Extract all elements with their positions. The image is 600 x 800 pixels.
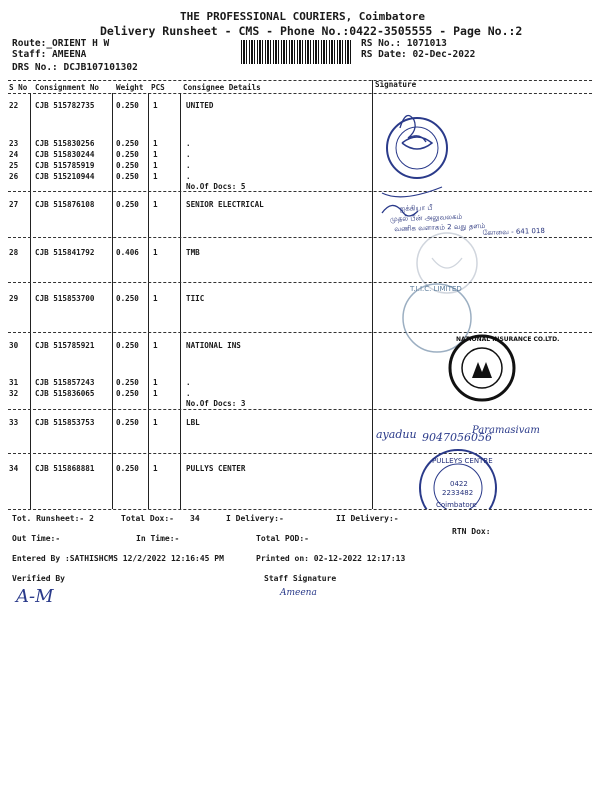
col-separator [30,93,31,509]
row-weight: 0.250 [116,418,139,427]
pullys-stamp-phone: 0422 [450,480,468,488]
col-weight: Weight [116,83,144,92]
row-weight: 0.250 [116,200,139,209]
row-consignment: CJB 515857243 [35,378,95,387]
row-details: NATIONAL INS [186,341,241,350]
company-title: THE PROFESSIONAL COURIERS, Coimbatore [180,10,426,23]
row-details: . [186,150,191,159]
row-sno: 28 [9,248,19,257]
row-details: SENIOR ELECTRICAL [186,200,264,209]
faint-stamp-icon [417,233,477,293]
col-pcs: PCS [151,83,165,92]
drs-label: DRS No.: DCJB107101302 [12,62,138,73]
rs-date: RS Date: 02-Dec-2022 [361,49,476,60]
staff-label: Staff: AMEENA [12,49,87,60]
row-consignment: CJB 515876108 [35,200,95,209]
route-label: Route:_ORIENT H W [12,38,110,49]
row-consignment: CJB 515841792 [35,248,95,257]
verified-by: Verified By [12,574,65,583]
row-weight: 0.250 [116,172,139,181]
row-details: . [186,378,191,387]
pullys-stamp-phone: 2233482 [442,489,474,497]
row-pcs: 1 [153,418,158,427]
col-separator [148,93,149,509]
row-sno: 32 [9,389,19,398]
stamp-text-line: முதல் பீன் அலுவலகம் [389,212,463,224]
total-runsheet: Tot. Runsheet:- 2 [12,514,94,523]
row-consignment: CJB 515785919 [35,161,95,170]
in-time: In Time:- [136,534,180,543]
row-sno: 23 [9,139,19,148]
national-insurance-stamp-icon [450,336,559,400]
col-separator [180,93,181,509]
stamp-text-line: கோவை - 641 018 [482,226,545,237]
col-separator [112,93,113,509]
staff-signature-label: Staff Signature [264,574,337,583]
national-ins-stamp-text: NATIONAL INSURANCE CO.LTD. [456,336,560,343]
round-stamp-icon [387,118,447,178]
total-pod: Total POD:- [256,534,309,543]
tiic-stamp-text: T.I.I.C. LIMITED [410,285,462,293]
row-pcs: 1 [153,150,158,159]
runsheet-title: Delivery Runsheet - CMS - Phone No.:0422-3505555 - Page No.:2 [100,24,523,38]
row-sno: 33 [9,418,19,427]
header-top-rule [8,80,592,81]
handwritten-phone: 9047056056 [422,431,492,444]
row-consignment: CJB 515830244 [35,150,95,159]
row-details: . [186,161,191,170]
handwritten-name: Paramasivam [472,425,540,436]
row-sno: 22 [9,101,19,110]
signature-stamps-area [372,93,592,509]
col-sno: S No [9,83,28,92]
row-weight: 0.250 [116,341,139,350]
row-weight: 0.250 [116,139,139,148]
row-pcs: 1 [153,294,158,303]
row-details: TIIC [186,294,205,303]
row-consignment: CJB 515210944 [35,172,95,181]
row-details: TMB [186,248,200,257]
row-weight: 0.406 [116,248,139,257]
row-sno: 27 [9,200,19,209]
rtn-dox: RTN Dox: [452,527,491,536]
row-pcs: 1 [153,378,158,387]
col-signature: Signature [375,80,417,89]
entered-by: Entered By :SATHISHCMS 12/2/2022 12:16:45 PM [12,554,224,563]
total-dox-label: Total Dox:- [121,514,174,523]
pullys-stamp-name: PULLEYS CENTRE [432,457,493,465]
row-weight: 0.250 [116,464,139,473]
row-pcs: 1 [153,248,158,257]
barcode-image [241,40,351,64]
total-dox-value: 34 [190,514,200,523]
col-consignee: Consignee Details [183,83,261,92]
row-sno: 26 [9,172,19,181]
no-of-docs: No.Of Docs: 3 [186,399,246,408]
row-consignment: CJB 515868881 [35,464,95,473]
pullys-stamp-icon [420,450,496,509]
printed-on: Printed on: 02-12-2022 12:17:13 [256,554,406,563]
row-consignment: CJB 515830256 [35,139,95,148]
row-consignment: CJB 515782735 [35,101,95,110]
staff-signature: Ameena [280,588,317,598]
row-weight: 0.250 [116,101,139,110]
stamp-text-line: வணிக வளாகம் 2 வது தளம் [394,221,486,234]
out-time: Out Time:- [12,534,61,543]
row-rule [8,509,592,510]
row-details: . [186,139,191,148]
i-delivery: I Delivery:- [226,514,284,523]
row-weight: 0.250 [116,150,139,159]
row-details: LBL [186,418,200,427]
col-consignment: Consignment No [35,83,100,92]
row-weight: 0.250 [116,378,139,387]
row-weight: 0.250 [116,389,139,398]
row-weight: 0.250 [116,294,139,303]
row-pcs: 1 [153,200,158,209]
row-weight: 0.250 [116,161,139,170]
verified-signature: A-M [16,586,54,607]
row-pcs: 1 [153,172,158,181]
row-sno: 24 [9,150,19,159]
row-consignment: CJB 515853753 [35,418,95,427]
row-pcs: 1 [153,161,158,170]
row-details: . [186,172,191,181]
signature-scribble [382,187,442,197]
row-details: . [186,389,191,398]
row-details: PULLYS CENTER [186,464,246,473]
company-stamp-icon [389,200,544,240]
row-sno: 34 [9,464,19,473]
ii-delivery: II Delivery:- [336,514,399,523]
handwritten-name: ayaduu [376,428,417,441]
row-pcs: 1 [153,341,158,350]
row-consignment: CJB 515836065 [35,389,95,398]
row-sno: 30 [9,341,19,350]
row-sno: 25 [9,161,19,170]
no-of-docs: No.Of Docs: 5 [186,182,246,191]
row-sno: 31 [9,378,19,387]
row-pcs: 1 [153,139,158,148]
pullys-stamp-city: Coimbatore [436,501,477,509]
row-pcs: 1 [153,464,158,473]
row-sno: 29 [9,294,19,303]
stamp-text-line: ஐக்கியா பீ [399,203,433,213]
row-consignment: CJB 515785921 [35,341,95,350]
row-details: UNITED [186,101,214,110]
row-consignment: CJB 515853700 [35,294,95,303]
rs-number: RS No.: 1071013 [361,38,447,49]
row-pcs: 1 [153,389,158,398]
row-pcs: 1 [153,101,158,110]
